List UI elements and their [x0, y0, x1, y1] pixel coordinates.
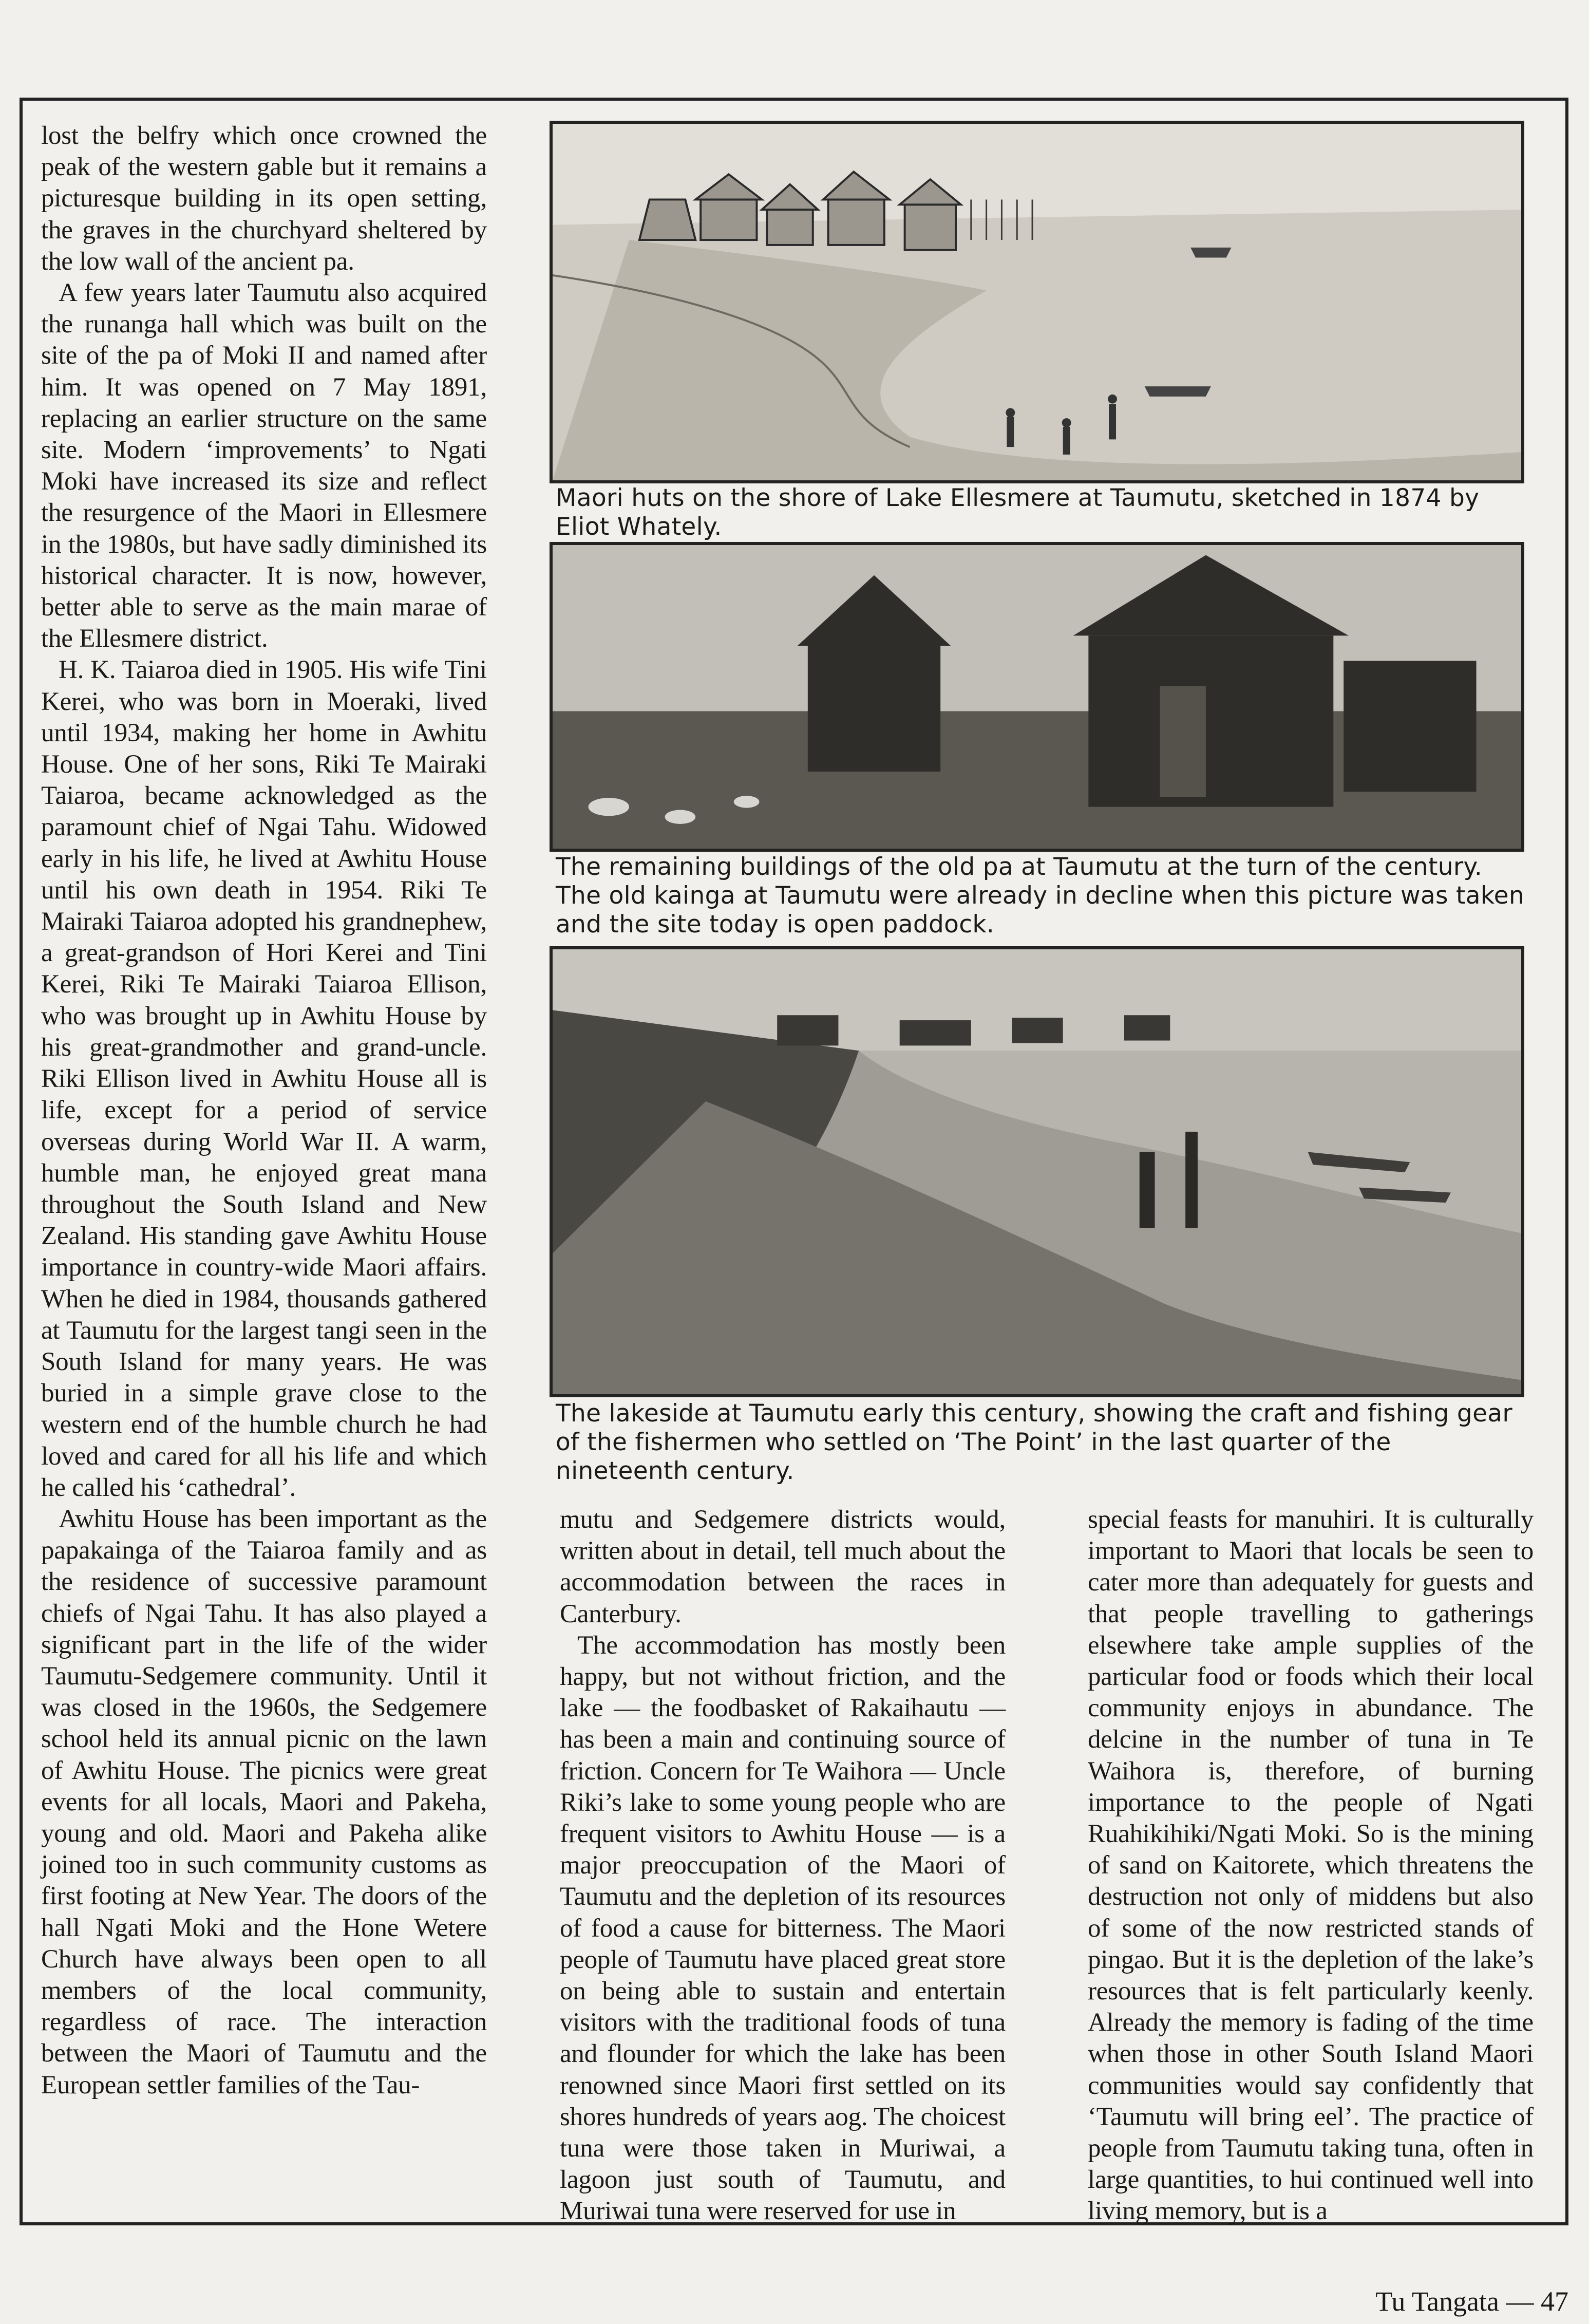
photo-old-pa-buildings	[550, 542, 1524, 852]
page-footer: Tu Tangata — 47	[1375, 2286, 1568, 2317]
paragraph: Awhitu House has been important as the papakainga of the Taiaroa family and as the residence of successive paramount chiefs of Ngai Tahu. It has also played a significant part in the life of the wider Taumutu-Sedgemere community. Until it was closed in the 1960s, the Sedgemere school held its annual picnic on the lawn of Awhitu House. The picnics were great events for all locals, Maori and Pakeha, young and old. Maori and Pakeha alike joined too in such community customs as first footing at New Year. The doors of the hall Ngati Moki and the Hone Wetere Church have always been open to all members of the local community, regardless of race. The interaction between the Maori of Taumutu and the European settler families of the Tau-	[41, 1504, 487, 2100]
middle-column	[560, 1504, 1006, 2227]
paragraph: H. K. Taiaroa died in 1905. His wife Tini Kerei, who was born in Moeraki, lived until 1934, making her home in Awhitu House. One of her sons, Riki Te Mairaki Taiaroa, became acknowledged as the paramount chief of Ngai Tahu. Widowed early in his life, he lived at Awhitu House until his own death in 1954. Riki Te Mairaki Taiaroa adopted his grandnephew, a great-grandson of Hori Kerei and Tini Kerei, Riki Te Mairaki Taiaroa Ellison, who was brought up in Awhitu House by his great-grandmother and grand-uncle. Riki Ellison lived in Awhitu House all is life, except for a period of service overseas during World War II. A warm, humble man, he enjoyed great mana throughout the South Island and New Zealand. His standing gave Awhitu House importance in country-wide Maori affairs. When he died in 1984, thousands gathered at Taumutu for the largest tangi seen in the South Island for many years. He was buried in a simple grave close to the western end of the humble church he had loved and cared for all his life and which he called his ‘cathedral’.	[41, 655, 487, 1502]
paragraph: lost the belfry which once crowned the peak of the western gable but it remains a picturesque building in its open setting, the graves in the churchyard sheltered by the low wall of the ancient pa.	[41, 121, 487, 276]
paragraph: A few years later Taumutu also acquired the runanga hall which was built on the site of the pa of Moki II and named after him. It was opened on 7 May 1891, replacing an earlier structure on the same site. Modern ‘improvements’ to Ngati Moki have increased its size and reflect the resurgence of the Maori in Ellesmere in the 1980s, but have sadly diminished its historical character. It is now, however, better able to serve as the main marae of the Ellesmere district.	[41, 278, 487, 653]
figure-caption: The remaining buildings of the old pa at Taumutu at the turn of the century. The old kainga at Taumutu were already in decline when this picture was taken and the site today is open paddock.	[556, 853, 1524, 939]
figure-caption: Maori huts on the shore of Lake Ellesmere at Taumutu, sketched in 1874 by Eliot Whately.	[556, 484, 1480, 541]
left-column	[41, 120, 487, 2101]
photo-lakeside-craft	[550, 946, 1524, 1397]
paragraph: mutu and Sedgemere districts would, written about in detail, tell much about the accommodation between the races in Canterbury.	[560, 1505, 1006, 1628]
paragraph: special feasts for manuhiri. It is culturally important to Maori that locals be seen to cater more than adequately for guests and that people travelling to gatherings elsewhere take ample supplies of the particular food or foods which their local community enjoys in abundance. The delcine in the number of tuna in Te Waihora is, therefore, of burning importance to the people of Ngati Ruahikihiki/Ngati Moki. So is the mining of sand on Kaitorete, which threatens the destruction not only of middens but also of some of the now restricted stands of pingao. But it is the depletion of the lake’s resources that is felt particularly keenly. Already the memory is fading of the time when those in other South Island Maori communities would say confidently that ‘Taumutu will bring eel’. The practice of people from Taumutu taking tuna, often in large quantities, to hui continued well into living memory, but is a	[1088, 1505, 1534, 2226]
sketch-image-huts	[550, 121, 1524, 483]
figure-caption: The lakeside at Taumutu early this century, showing the craft and fishing gear of the fishermen who settled on ‘The Point’ in the last quarter of the nineteenth century.	[556, 1399, 1513, 1485]
right-column	[1088, 1504, 1534, 2227]
paragraph: The accommodation has mostly been happy, but not without friction, and the lake — the foodbasket of Rakaihautu — has been a main and continuing source of friction. Concern for Te Waihora — Uncle Riki’s lake to some young people who are frequent visitors to Awhitu House — is a major preoccupation of the Maori of Taumutu and the depletion of its resources of food a cause for bitterness. The Maori people of Taumutu have placed great store on being able to sustain and entertain visitors with the traditional foods of tuna and flounder for which the lake has been renowned since Maori first settled on its shores hundreds of years aog. The choicest tuna were those taken in Muriwai, a lagoon just south of Taumutu, and Muriwai tuna were reserved for use in	[560, 1630, 1006, 2226]
